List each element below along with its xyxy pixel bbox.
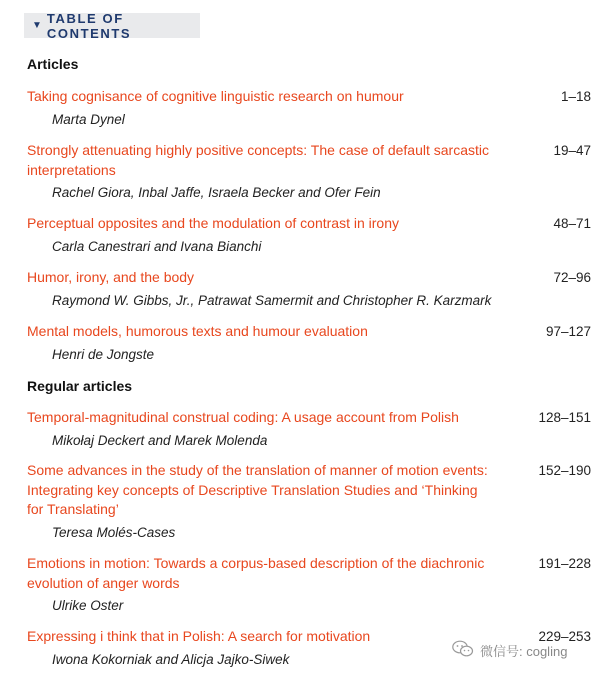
triangle-down-icon: ▼ bbox=[32, 19, 42, 31]
wechat-watermark bbox=[452, 640, 567, 661]
article-authors: Mikołaj Deckert and Marek Molenda bbox=[52, 432, 268, 448]
article-title-link[interactable]: Perceptual opposites and the modulation of contrast in irony bbox=[27, 215, 400, 231]
page-range: 97–127 bbox=[545, 324, 591, 339]
toc-entry bbox=[27, 408, 591, 450]
page-range: 152–190 bbox=[538, 463, 591, 478]
section-heading-articles: Articles bbox=[27, 56, 79, 72]
toc-entry bbox=[27, 268, 591, 310]
toc-entry bbox=[27, 554, 591, 615]
article-title-link[interactable]: Mental models, humorous texts and humour evaluation bbox=[27, 323, 368, 339]
page-range: 229–253 bbox=[538, 629, 591, 644]
page-range: 72–96 bbox=[553, 270, 591, 285]
page-range: 48–71 bbox=[553, 216, 591, 231]
toc-entry bbox=[27, 87, 591, 129]
page-range: 191–228 bbox=[538, 556, 591, 571]
toc-entry bbox=[27, 214, 591, 256]
article-authors: Iwona Kokorniak and Alicja Jajko-Siwek bbox=[52, 651, 290, 667]
page-range: 128–151 bbox=[538, 410, 591, 425]
toc-entry bbox=[27, 322, 591, 364]
article-authors: Raymond W. Gibbs, Jr., Patrawat Samermit and Christopher R. Karzmark bbox=[52, 292, 492, 308]
article-title-link[interactable]: Humor, irony, and the body bbox=[27, 269, 195, 285]
article-title-link[interactable]: Temporal-magnitudinal construal coding: A usage account from Polish bbox=[27, 409, 459, 425]
article-authors: Carla Canestrari and Ivana Bianchi bbox=[52, 238, 262, 254]
toc-entry bbox=[27, 461, 591, 542]
article-title-link[interactable]: Some advances in the study of the translation of manner of motion events: Integrating key concepts of Descriptive Translation Studies and ‘Thinking for Translating’ bbox=[27, 462, 488, 517]
article-title-link[interactable]: Emotions in motion: Towards a corpus-based description of the diachronic evolution of anger words bbox=[27, 555, 485, 591]
toc-entry bbox=[27, 141, 591, 202]
article-title-link[interactable]: Expressing i think that in Polish: A search for motivation bbox=[27, 628, 371, 644]
page-range: 1–18 bbox=[560, 89, 591, 104]
article-authors: Rachel Giora, Inbal Jaffe, Israela Becker and Ofer Fein bbox=[52, 185, 381, 200]
watermark-text: 微信号: cogling bbox=[480, 644, 568, 659]
toc-toggle[interactable] bbox=[24, 10, 200, 41]
article-authors: Henri de Jongste bbox=[52, 346, 155, 362]
toc-header-label: TABLE OF CONTENTS bbox=[46, 10, 132, 41]
section-heading-regular-articles: Regular articles bbox=[27, 378, 133, 394]
article-authors: Marta Dynel bbox=[52, 111, 125, 127]
article-authors: Teresa Molés-Cases bbox=[52, 524, 176, 540]
page-range: 19–47 bbox=[553, 143, 591, 158]
article-title-link[interactable]: Taking cognisance of cognitive linguistic research on humour bbox=[27, 88, 404, 104]
wechat-icon bbox=[452, 640, 474, 661]
article-title-link[interactable]: Strongly attenuating highly positive concepts: The case of default sarcastic interpretations bbox=[27, 142, 490, 178]
article-authors: Ulrike Oster bbox=[52, 598, 124, 613]
